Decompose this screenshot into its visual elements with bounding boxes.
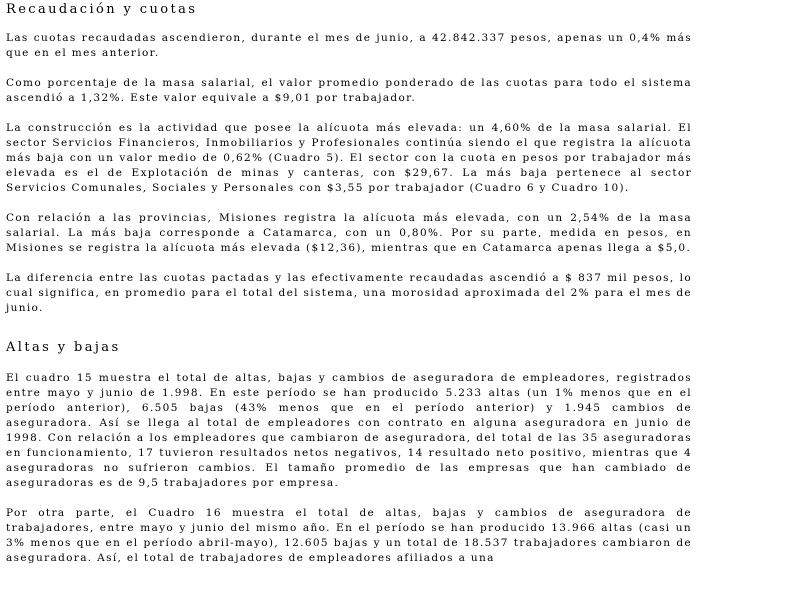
paragraph: Las cuotas recaudadas ascendieron, durante el mes de junio, a 42.842.337 pesos, apenas un 0,4% más que en el mes anterior. xyxy=(6,32,692,59)
paragraph: La diferencia entre las cuotas pactadas y las efectivamente recaudadas ascendió a $ 837 mil pesos, lo cual significa, en promedio para el total del sistema, una morosidad aproximada del 2% para el mes de junio. xyxy=(6,272,692,314)
paragraph: La construcción es la actividad que posee la alícuota más elevada: un 4,60% de la masa salarial. El sector Servicios Financieros, Inmobiliarios y Profesionales continúa siendo el que registra la alícuota más baja con un valor medio de 0,62% (Cuadro 5). El sector con la cuota en pesos por trabajador más elevada es el de Explotación de minas y canteras, con $29,67. La más baja pertenece al sector Servicios Comunales, Sociales y Personales con $3,55 por trabajador (Cuadro 6 y Cuadro 10). xyxy=(6,122,692,194)
paragraph: El cuadro 15 muestra el total de altas, bajas y cambios de aseguradora de empleadores, registrados entre mayo y junio de 1.998. En este período se han producido 5.233 altas (un 1% menos que en el período anterior), 6.505 bajas (43% menos que en el período anterior) y 1.945 cambios de aseguradora. Así se llega al total de empleadores con contrato en alguna aseguradora en junio de 1998. Con relación a los empleadores que cambiaron de aseguradora, del total de las 35 aseguradoras en funcionamiento, 17 tuvieron resultados netos negativos, 14 resultado neto positivo, mientras que 4 aseguradoras no sufrieron cambios. El tamaño promedio de las empresas que han cambiado de aseguradoras es de 9,5 trabajadores por empresa. xyxy=(6,372,692,489)
document-page xyxy=(6,0,692,566)
paragraph: Por otra parte, el Cuadro 16 muestra el total de altas, bajas y cambios de aseguradora de trabajadores, entre mayo y junio del mismo año. En el período se han producido 13.966 altas (casi un 3% menos que en el período abril-mayo), 12.605 bajas y un total de 18.537 trabajadores cambiaron de aseguradora. Así, el total de trabajadores de empleadores afiliados a una xyxy=(6,507,692,564)
paragraph: Con relación a las provincias, Misiones registra la alícuota más elevada, con un 2,54% de la masa salarial. La más baja corresponde a Catamarca, con un 0,80%. Por su parte, medida en pesos, en Misiones se registra la alícuota más elevada ($12,36), mientras que en Catamarca apenas llega a $5,0. xyxy=(6,212,692,254)
section-title-altas-bajas: Altas y bajas xyxy=(6,340,121,355)
paragraph: Como porcentaje de la masa salarial, el valor promedio ponderado de las cuotas para todo el sistema ascendió a 1,32%. Este valor equivale a $9,01 por trabajador. xyxy=(6,77,692,104)
section-title-recaudacion: Recaudación y cuotas xyxy=(6,2,198,17)
